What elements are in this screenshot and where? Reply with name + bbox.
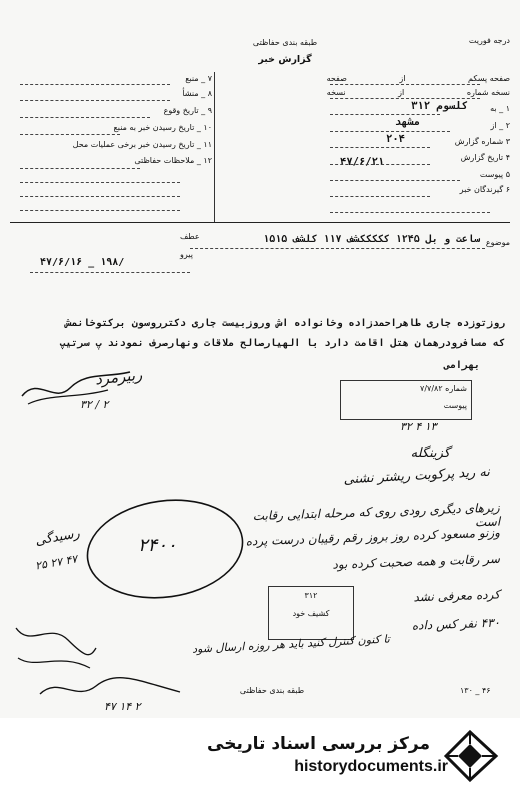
body-line-3: بهرامی <box>443 360 480 371</box>
bottom-signature-number: ۴۷ ۱۴ ۲ <box>104 700 141 713</box>
left-note: رسیدگی <box>34 526 81 549</box>
archive-logo <box>440 728 502 784</box>
field-to-value: کلسوم ۳۱۲ <box>411 100 468 112</box>
classification-top: طبقه بندی حفاظتی <box>252 38 318 47</box>
signature-top: ربیرمرد <box>94 365 144 389</box>
subject-label: موضوع <box>485 238 510 247</box>
followup-label: پیرو <box>180 250 193 259</box>
handwritten-note-2: نه رید پرکوبت ریشتر نشنی <box>343 464 491 488</box>
reference-date: ۴۷/۶/۱۶ _ ۱۹۸/ <box>40 257 125 268</box>
signature-top-number: ۳۲ / ۲ <box>80 398 109 411</box>
field-report-no-label: ۳ شماره گزارش <box>454 137 510 146</box>
field-from-value: مشهد <box>394 116 420 128</box>
handwritten-note-4: وزنو مسعود کرده روز بروز رقم رقیبان درست پرده <box>245 525 501 549</box>
watermark-url: historydocuments.ir <box>294 758 448 775</box>
field-report-no-value: ۲۰۴ <box>386 133 405 145</box>
handwritten-note-1: گزینگله <box>410 446 450 461</box>
handwritten-note-3: زیرهای دیگری رودی روی که مرحله ابتدایی رقابت است <box>252 500 501 530</box>
bottom-note: تا کنون کنترل کنید باید هر روزه ارسال شود <box>191 632 391 656</box>
box-stamp-number: ۳۱۲ <box>304 591 318 600</box>
field-recipients-label: ۶ گیرندگان خبر <box>459 185 510 194</box>
signature-flourish <box>18 368 138 408</box>
registration-number: شماره ۷/۷/۸۲ <box>420 384 467 393</box>
handwritten-note-7: ۴۳۰ نفر کس داده <box>411 615 501 633</box>
field-source-received: ۱۰ _ تاریخ رسیدن خبر به منبع <box>113 123 212 132</box>
box-stamp <box>268 586 354 640</box>
field-source: ۷ _ منبع <box>185 74 212 83</box>
urgency-label: درجه فوریت <box>468 36 510 45</box>
box-stamp-text: کشیف خود <box>292 609 330 618</box>
field-report-date-label: ۴ تاریخ گزارش <box>460 153 510 162</box>
field-copy: نسخه شماره از نسخه <box>326 88 510 97</box>
classification-bottom: طبقه بندی حفاظتی <box>239 686 305 695</box>
body-line-2: که مسافرودرهمان هتل اقامت دارد با الهیارصالح ملاقات ونهارصرف نمودند پ سرتیپ <box>59 338 505 349</box>
registration-stamp <box>340 380 472 420</box>
handwritten-note-6: کرده معرفی نشد <box>413 587 501 605</box>
field-attachment-label: ۵ پیوست <box>479 170 510 179</box>
left-note-number: ۲۵ ۲۷ ۴۷ <box>34 552 79 573</box>
watermark-title: مرکز بررسی اسناد تاریخی <box>207 734 430 754</box>
form-code: ۱۳۰ _ ۴۶ <box>460 686 491 695</box>
field-security-notes: ۱۲ _ ملاحظات حفاظتی <box>134 156 212 165</box>
subject-typed: ساعت و بل ۱۲۴۵ کککککشف ۱۱۷ کلشف ۱۵۱۵ <box>263 234 480 245</box>
column-divider <box>214 72 215 222</box>
reference-label: عطف <box>180 232 200 241</box>
field-page: صفحه پسکم از صفحه <box>326 74 510 83</box>
handwritten-note-5: سر رقابت و همه صحبت کرده بود <box>332 551 501 572</box>
registration-attachment: پیوست <box>443 401 467 410</box>
registration-date: ۳۲ ۴ ۱۳ <box>400 420 437 433</box>
field-local-received: ۱۱ _ تاریخ رسیدن خبر برخی عملیات محل <box>72 140 212 149</box>
field-origin: ۸ _ منشأ <box>182 89 212 98</box>
form-title: گزارش خبر <box>258 54 312 65</box>
circle-number: ۲۴۰۰ <box>138 535 177 556</box>
header-rule <box>10 222 510 223</box>
field-report-date-value: ۴۷/۶/۲۱ <box>340 156 385 168</box>
field-to-label: ۱ _ به <box>490 104 510 113</box>
field-event-date: ۹ _ تاریخ وقوع <box>163 106 212 115</box>
field-from-label: ۲ _ از <box>490 121 510 130</box>
body-line-1: روزتوزده جاری طاهراحمدزاده وخانواده اش وروزبیست جاری دکترروسون برکتوخانمش <box>65 318 505 329</box>
